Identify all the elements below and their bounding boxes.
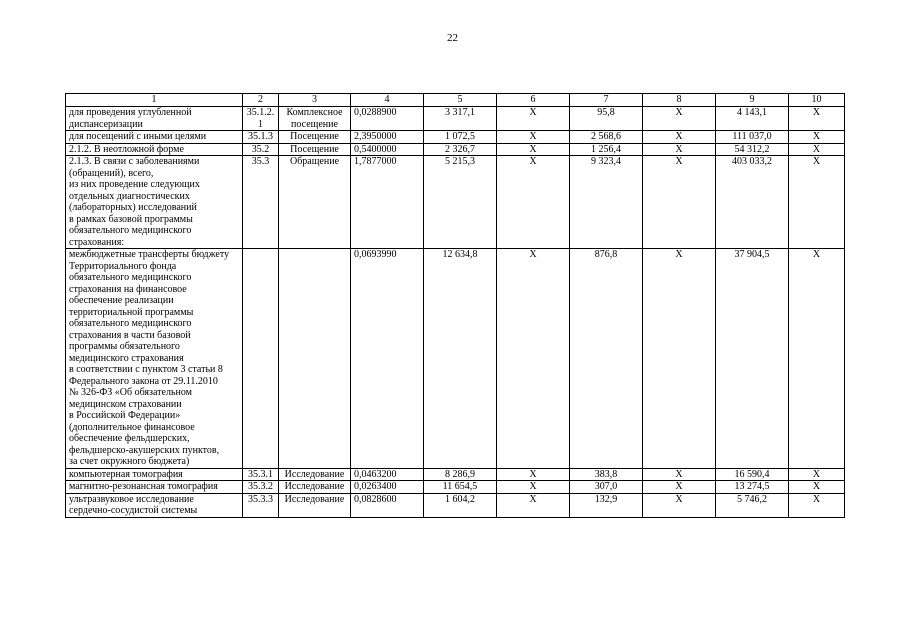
row-code-cell: [243, 481, 279, 494]
row-value-cell: 876,8: [570, 249, 643, 469]
row-value-cell: 16 590,4: [716, 468, 789, 481]
row-value-cell: 1 256,4: [570, 143, 643, 156]
row-value-cell: 12 634,8: [424, 249, 497, 469]
row-value-cell: 11 654,5: [424, 481, 497, 494]
row-unit-cell: [279, 131, 351, 144]
cell-line: страхования:: [69, 236, 125, 248]
cell-line: медицинского страхования: [69, 352, 184, 364]
row-value-cell: X: [643, 493, 716, 517]
header-cell: 10: [789, 94, 845, 107]
row-value-cell: 111 037,0: [716, 131, 789, 144]
cell-line: Исследование: [284, 468, 345, 480]
cell-line: обязательного медицинского: [69, 272, 192, 283]
row-value-cell: X: [497, 493, 570, 517]
row-value-cell: X: [643, 143, 716, 156]
cell-line: Посещение: [290, 131, 339, 142]
row-value-cell: X: [497, 249, 570, 469]
row-name-cell: [66, 468, 243, 481]
row-unit-cell: [279, 143, 351, 156]
row-value-cell: 3 317,1: [424, 107, 497, 131]
cell-line: сердечно-сосудистой системы: [69, 505, 198, 516]
cell-line: посещение: [291, 118, 338, 130]
row-value-cell: X: [789, 481, 845, 494]
row-unit-cell: [279, 481, 351, 494]
row-value-cell: 0,0288900: [351, 107, 424, 131]
row-unit-cell: [279, 107, 351, 131]
page-number: 22: [447, 32, 458, 44]
row-value-cell: 307,0: [570, 481, 643, 494]
cell-line: Комплексное: [286, 107, 343, 118]
row-code-cell: [243, 156, 279, 249]
table-row: [66, 107, 845, 131]
cell-line: 35.3.2: [248, 481, 273, 492]
cell-line: медицинском страховании: [69, 398, 182, 410]
header-row: [66, 94, 845, 107]
row-value-cell: 383,8: [570, 468, 643, 481]
row-name-cell: [66, 481, 243, 494]
row-value-cell: X: [497, 131, 570, 144]
row-value-cell: X: [497, 143, 570, 156]
cell-line: 2.1.2. В неотложной форме: [69, 143, 184, 155]
row-value-cell: X: [643, 156, 716, 249]
cell-line: 35.1.3: [248, 131, 273, 142]
cell-line: за счет окружного бюджета): [69, 456, 190, 467]
row-value-cell: 1,7877000: [351, 156, 424, 249]
row-value-cell: 0,0463200: [351, 468, 424, 481]
header-cell: 3: [279, 94, 351, 107]
cell-line: из них проведение следующих: [69, 179, 200, 190]
row-value-cell: 1 604,2: [424, 493, 497, 517]
row-value-cell: X: [789, 249, 845, 469]
row-value-cell: 0,5400000: [351, 143, 424, 156]
cell-line: 35.3.3: [248, 493, 273, 505]
cell-line: диспансеризации: [69, 118, 143, 130]
cell-line: (лабораторных) исследований: [69, 202, 197, 213]
header-cell: 5: [424, 94, 497, 107]
row-name-cell: [66, 156, 243, 249]
header-cell: 8: [643, 94, 716, 107]
row-name-cell: [66, 493, 243, 517]
row-unit-cell: [279, 468, 351, 481]
row-value-cell: 95,8: [570, 107, 643, 131]
header-cell: 4: [351, 94, 424, 107]
row-value-cell: X: [497, 156, 570, 249]
header-cell: 1: [66, 94, 243, 107]
row-value-cell: 2,3950000: [351, 131, 424, 144]
row-value-cell: X: [643, 481, 716, 494]
row-value-cell: X: [789, 107, 845, 131]
header-cell: 7: [570, 94, 643, 107]
cell-line: Исследование: [284, 481, 345, 492]
row-value-cell: 2 568,6: [570, 131, 643, 144]
row-value-cell: 9 323,4: [570, 156, 643, 249]
table-row: [66, 493, 845, 517]
table-row: [66, 143, 845, 156]
row-value-cell: 5 215,3: [424, 156, 497, 249]
cell-line: в рамках базовой программы: [69, 213, 193, 225]
cell-line: № 326-ФЗ «Об обязательном: [69, 387, 193, 398]
cell-line: межбюджетные трансферты бюджету: [69, 249, 230, 260]
table-row: [66, 156, 845, 249]
row-name-cell: [66, 131, 243, 144]
row-unit-cell: [279, 156, 351, 249]
row-code-cell: [243, 249, 279, 469]
row-code-cell: [243, 131, 279, 144]
table-row: [66, 249, 845, 469]
cell-line: страхования в части базовой: [69, 329, 191, 341]
row-value-cell: 132,9: [570, 493, 643, 517]
cell-line: Обращение: [289, 156, 340, 167]
row-value-cell: 5 746,2: [716, 493, 789, 517]
row-value-cell: 37 904,5: [716, 249, 789, 469]
cell-line: страхования на финансовое: [69, 283, 187, 295]
row-value-cell: X: [789, 143, 845, 156]
row-value-cell: 0,0263400: [351, 481, 424, 494]
cell-line: территориальной программы: [69, 306, 194, 318]
row-code-cell: [243, 468, 279, 481]
cell-line: Территориального фонда: [69, 260, 177, 272]
row-value-cell: X: [497, 107, 570, 131]
cell-line: 35.1.2.: [246, 107, 275, 118]
row-value-cell: X: [789, 156, 845, 249]
row-value-cell: 54 312,2: [716, 143, 789, 156]
cell-line: фельдшерско-акушерских пунктов,: [69, 444, 220, 456]
row-value-cell: 4 143,1: [716, 107, 789, 131]
row-name-cell: [66, 107, 243, 131]
row-value-cell: X: [643, 468, 716, 481]
row-value-cell: X: [789, 131, 845, 144]
cell-line: 1: [258, 118, 263, 130]
row-code-cell: [243, 143, 279, 156]
cell-line: (обращений), всего,: [69, 167, 154, 179]
cell-line: 35.3.1: [248, 468, 273, 480]
row-name-cell: [66, 249, 243, 469]
row-value-cell: 13 274,5: [716, 481, 789, 494]
row-value-cell: X: [497, 468, 570, 481]
row-value-cell: X: [789, 468, 845, 481]
cell-line: (дополнительное финансовое: [69, 421, 195, 433]
cell-line: для посещений с иными целями: [69, 131, 207, 142]
row-value-cell: X: [643, 249, 716, 469]
table-row: [66, 468, 845, 481]
cell-line: Исследование: [284, 493, 345, 505]
cell-line: программы обязательного: [69, 341, 180, 352]
cell-line: компьютерная томография: [69, 468, 183, 480]
row-unit-cell: [279, 493, 351, 517]
cell-line: ультразвуковое исследование: [69, 493, 194, 505]
row-value-cell: 1 072,5: [424, 131, 497, 144]
row-value-cell: 403 033,2: [716, 156, 789, 249]
row-unit-cell: [279, 249, 351, 469]
row-value-cell: X: [643, 107, 716, 131]
row-value-cell: X: [643, 131, 716, 144]
cell-line: Федерального закона от 29.11.2010: [69, 375, 218, 387]
table-row: [66, 481, 845, 494]
financing-table: [65, 93, 845, 518]
cell-line: в соответствии с пунктом 3 статьи 8: [69, 364, 223, 375]
row-value-cell: 8 286,9: [424, 468, 497, 481]
cell-line: магнитно-резонансная томография: [69, 481, 218, 492]
cell-line: 35.2: [251, 143, 270, 155]
cell-line: в Российской Федерации»: [69, 410, 181, 421]
row-value-cell: X: [789, 493, 845, 517]
cell-line: обеспечение фельдшерских,: [69, 433, 190, 444]
header-cell: 9: [716, 94, 789, 107]
cell-line: обеспечение реализации: [69, 295, 174, 306]
row-value-cell: 0,0828600: [351, 493, 424, 517]
header-cell: 6: [497, 94, 570, 107]
row-code-cell: [243, 493, 279, 517]
cell-line: для проведения углубленной: [69, 107, 192, 118]
cell-line: отдельных диагностических: [69, 190, 190, 202]
cell-line: обязательного медицинского: [69, 318, 192, 329]
header-cell: 2: [243, 94, 279, 107]
row-name-cell: [66, 143, 243, 156]
cell-line: 35.3: [251, 156, 270, 167]
table-row: [66, 131, 845, 144]
cell-line: Посещение: [290, 143, 339, 155]
row-value-cell: 2 326,7: [424, 143, 497, 156]
row-code-cell: [243, 107, 279, 131]
row-value-cell: X: [497, 481, 570, 494]
row-value-cell: 0,0693990: [351, 249, 424, 469]
cell-line: обязательного медицинского: [69, 225, 192, 236]
cell-line: 2.1.3. В связи с заболеваниями: [69, 156, 200, 167]
